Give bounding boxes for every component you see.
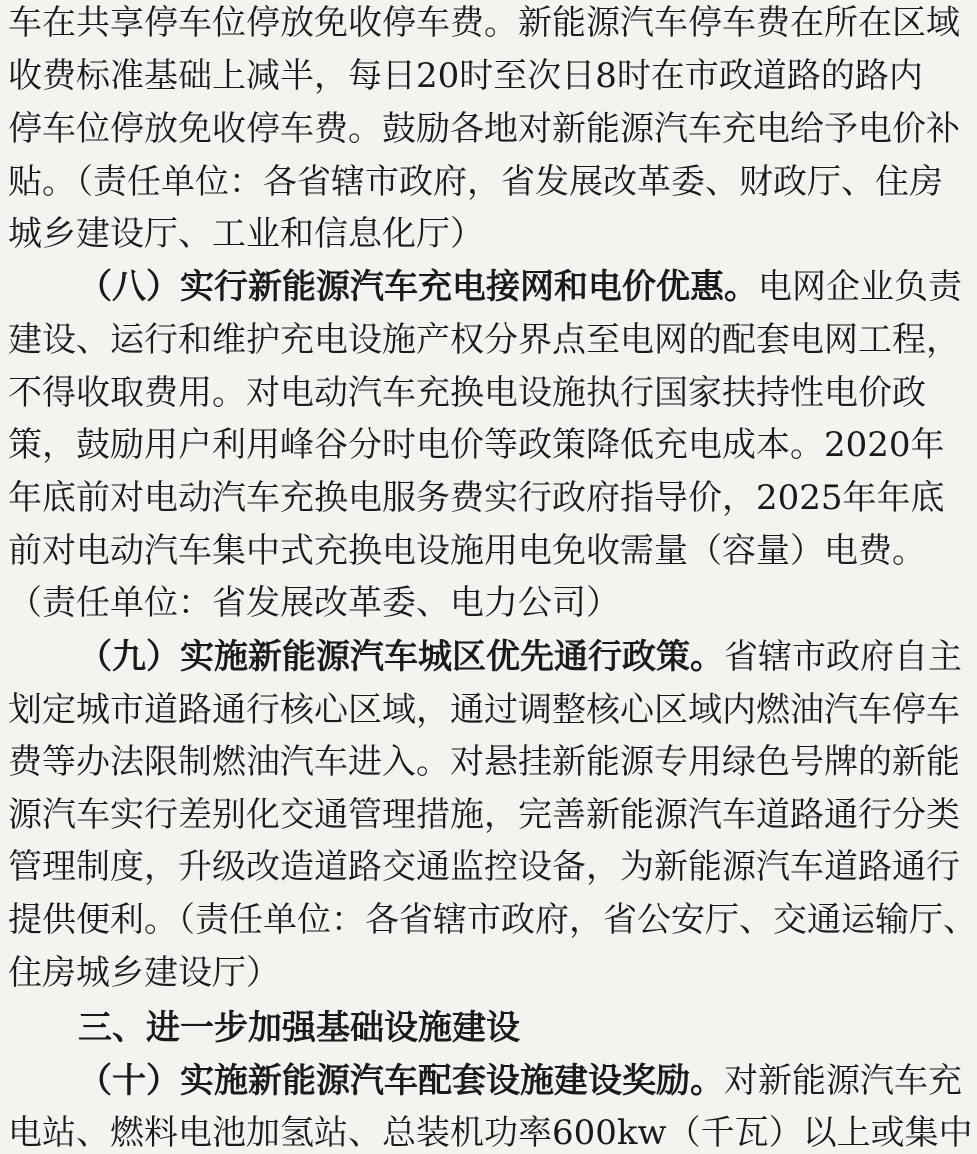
- text-line: 前对电动汽车集中式充换电设施用电免收需量（容量）电费。: [8, 531, 926, 571]
- text-line: 源汽车实行差别化交通管理措施，完善新能源汽车道路通行分类: [8, 795, 960, 835]
- text-line: 车在共享停车位停放免收停车费。新能源汽车停车费在所在区域: [8, 3, 960, 43]
- paragraph-heading: （九）实施新能源汽车城区优先通行政策。: [78, 637, 724, 677]
- text-line: 划定城市道路通行核心区域，通过调整核心区域内燃油汽车停车: [8, 690, 960, 730]
- text-line: 贴。（责任单位：各省辖市政府，省发展改革委、财政厅、住房: [8, 162, 943, 202]
- paragraph-heading: （八）实行新能源汽车充电接网和电价优惠。: [78, 267, 758, 307]
- paragraph-text: 省辖市政府自主: [724, 637, 962, 677]
- text-line: 不得收取费用。对电动汽车充换电设施执行国家扶持性电价政: [8, 373, 926, 413]
- text-line: （责任单位：省发展改革委、电力公司）: [8, 583, 620, 623]
- paragraph-lead-line: [78, 266, 962, 308]
- text-line: 电站、燃料电池加氢站、总装机功率600kw（千瓦）以上或集中: [8, 1113, 973, 1153]
- paragraph-text: 对新能源汽车充: [724, 1061, 962, 1101]
- text-line: 住房城乡建设厅）: [8, 953, 280, 993]
- paragraph-lead-line: [78, 1060, 962, 1102]
- text-line: 提供便利。（责任单位：各省辖市政府，省公安厅、交通运输厅、: [8, 900, 977, 940]
- text-line: 管理制度，升级改造道路交通监控设备，为新能源汽车道路通行: [8, 847, 960, 887]
- paragraph-lead-line: [78, 636, 962, 678]
- section-heading: 三、进一步加强基础设施建设: [78, 1008, 520, 1048]
- text-line: 策，鼓励用户利用峰谷分时电价等政策降低充电成本。2020年: [8, 425, 945, 465]
- text-line: 收费标准基础上减半，每日20时至次日8时在市政道路的路内: [8, 56, 923, 96]
- text-line: 城乡建设厅、工业和信息化厅）: [8, 214, 484, 254]
- text-line: 停车位停放免收停车费。鼓励各地对新能源汽车充电给予电价补: [8, 109, 960, 149]
- text-line: 建设、运行和维护充电设施产权分界点至电网的配套电网工程，: [8, 320, 960, 360]
- paragraph-heading: （十）实施新能源汽车配套设施建设奖励。: [78, 1061, 724, 1101]
- paragraph-text: 电网企业负责: [758, 267, 962, 307]
- text-line: 费等办法限制燃油汽车进入。对悬挂新能源专用绿色号牌的新能: [8, 742, 960, 782]
- text-line: 年底前对电动汽车充换电服务费实行政府指导价，2025年年底: [8, 478, 945, 518]
